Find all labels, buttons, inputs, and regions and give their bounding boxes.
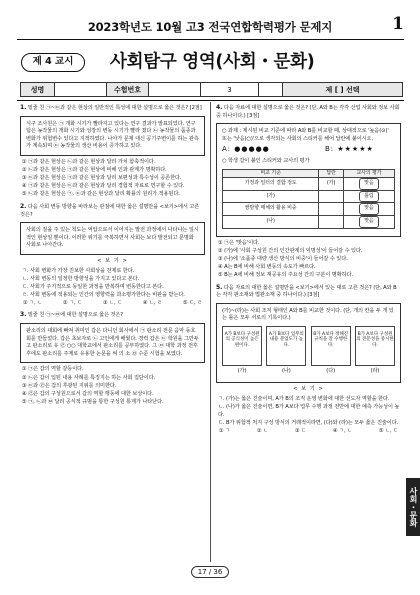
info-rule bbox=[17, 100, 404, 101]
subject-side-tab: 사회・문화 bbox=[406, 478, 420, 536]
choice[interactable]: ① ㉠과 같은 현상은 ㉡과 같은 현상과 달리 가치 함축적이다. bbox=[22, 158, 156, 165]
exam-number-field[interactable] bbox=[148, 82, 200, 97]
question-1-stem: 1. 밑줄 친 ㉠~㉢과 같은 현상의 일반적인 특성에 대한 설명으로 옳은 것은? [2점] bbox=[20, 104, 202, 111]
card-group bbox=[355, 326, 395, 376]
statement-card: B가 A보다 정해진 규칙을 잘 수행한다. bbox=[311, 326, 351, 366]
exam-number-digit: 3 bbox=[200, 82, 258, 97]
choice[interactable]: ③ (나)에 '소품종 대량 생산 방식의 비중'이 들어갈 수 있다. bbox=[218, 255, 348, 262]
card-group bbox=[222, 326, 262, 376]
choice[interactable]: ① ㄱ bbox=[219, 427, 231, 434]
question-2-choices bbox=[20, 300, 205, 308]
question-3-passage: 판소리의 대회에 빠져 취미인 갑은 다니던 회사에서 ㉠ 판소리 전문 음악 동호회를 만들었다. 갑은 초보자로 ㉡ 고인에게 배웠다. 경력 갑은 ㉢ 학원을 그만두고 판소리로 유 ㉣ ○○ 대학교에서 판소리를 공부하였다. 그 ㉤ 대학 과정 전후 후에도 판소리를 주제로 유용한 논문을 써 의 소 ㉥ 수준 시험을 보였다. bbox=[20, 323, 205, 363]
card-label: (가) bbox=[237, 367, 247, 374]
choice[interactable]: ④ ㉣은 갑의 구성원으로서 갑의 역할 행동에 대한 보상이다. bbox=[22, 390, 154, 397]
choice[interactable]: ⑤ ㄷ, ㄹ bbox=[182, 299, 202, 306]
sticker-legend bbox=[222, 146, 395, 155]
statement-card: A가 B보다 업무의 내용 분업도가 높다. bbox=[266, 326, 306, 366]
table-row: (가) 틀림 bbox=[223, 190, 395, 203]
question-3-choices bbox=[22, 366, 205, 406]
choice[interactable]: ⑤ ㄴ, ㄷ bbox=[378, 427, 398, 434]
card-label: (다) bbox=[326, 367, 336, 374]
header-rule bbox=[17, 39, 404, 40]
statement-cards bbox=[222, 326, 395, 376]
question-5-stem: 5. 다음 자료의 대한 옳은 설명만을 <보기>에서 있는 대로 고른 것은? (단, A와 B는 각각 판소재와 법관소재 중 하나이다.) [3점] bbox=[216, 283, 397, 299]
question-2-passage: 사회의 질을 주 있는 척도는 억압으로서 이어지는 발전 과정에서 나타나는 일시적인 현상일 뿐이다. 이러한 위기를 극복하면서 사회는 보다 발전되고 문명화 사회로 나아간다. bbox=[20, 222, 205, 255]
question-4-box bbox=[216, 123, 401, 236]
card-label: (라) bbox=[370, 367, 380, 374]
page-footer bbox=[0, 568, 420, 576]
exam-number-extra[interactable] bbox=[258, 82, 282, 97]
question-4-task: ○ 과제 : 제시된 비교 기준에 따라 A와 B를 비교할 때, 상대적으로 '높음(⊙)' 또는 '낮음(○)'으로 생각되는 사회의 스티커를 해어 답란에 붙이시오. bbox=[222, 128, 389, 142]
statement-card: A가 B보다 구성원의 공식성이 높은 편이다. bbox=[222, 326, 262, 366]
period-badge: 제 4 교시 bbox=[21, 53, 85, 72]
question-2-bogi bbox=[22, 268, 205, 300]
choice[interactable]: ① ㄱ, ㄴ bbox=[23, 299, 43, 306]
sticker-b: B: ★★★★★ bbox=[325, 145, 374, 154]
card-group bbox=[311, 326, 351, 376]
question-3 bbox=[20, 311, 205, 406]
choice[interactable]: ③ ㄷ bbox=[294, 427, 306, 434]
exam-number-label: 수험번호 bbox=[106, 82, 148, 97]
choice[interactable]: ② ㉡은 갑이 입된 내용 사례를 특징지는 하는 사회 집단이다. bbox=[22, 374, 156, 381]
choice[interactable]: ④ A는 B에 비해 사회 변동의 속도가 빠르다. bbox=[218, 263, 316, 270]
choice[interactable]: ② ㉡과 같은 현상은 ㉠과 같은 현상에 비해 인과 관계가 명확하다. bbox=[22, 167, 167, 174]
sticker-a: A: ●●●●● bbox=[222, 145, 270, 154]
left-column bbox=[20, 104, 205, 410]
question-5-intro: (가)~(라)는 사회 조직 형태인 A와 B를 비교한 것이다. (단, 개의 칸을 두 개 있는 틀은 모두 서로의 기록이다.) bbox=[222, 307, 394, 322]
right-column bbox=[216, 104, 401, 440]
table-row: (나) 맞음 bbox=[223, 215, 395, 228]
evaluation-title: ○ 학생 갑이 붙인 스티커와 교사의 평가 bbox=[222, 157, 310, 164]
choice-selection-label: 제 [ ] 선택 bbox=[282, 82, 403, 97]
bogi-item: ㄱ. 사회 변화가 가장 진보한 사회상을 전제로 한다. bbox=[22, 267, 135, 274]
table-header: 답란 bbox=[319, 169, 344, 178]
choice[interactable]: ① ㉠은 갑의 역할 갈등이다. bbox=[22, 366, 84, 373]
footer-page-count: 17 / 36 bbox=[191, 566, 230, 578]
choice[interactable]: ② ㄱ, ㄷ bbox=[62, 299, 83, 306]
question-1 bbox=[20, 104, 205, 199]
question-4-stem: 4. 다음 자료에 대한 설명으로 옳은 것은? (단, A와 B는 각각 산업 사회와 정보 사회 중 하나이다.) [3점] bbox=[216, 104, 400, 119]
question-5-bogi bbox=[218, 396, 401, 427]
question-3-stem: 3. 밑줄 친 ㉠~㉤에 대한 설명으로 옳은 것은? bbox=[20, 311, 123, 319]
card-label: (나) bbox=[281, 367, 291, 374]
table-row: 쌍방향 매체의 활용 비중 맞음 bbox=[223, 203, 395, 216]
column-divider bbox=[210, 102, 211, 562]
choice[interactable]: ① ㉠은 '맞음'이다. bbox=[218, 239, 260, 246]
choice[interactable]: ④ ㄱ, ㄴ bbox=[332, 427, 352, 434]
name-label: 성명 bbox=[20, 82, 54, 97]
question-4 bbox=[216, 104, 401, 280]
table-header: 교사의 평가 bbox=[343, 169, 394, 178]
subject-title: 사회탐구 영역(사회・문화) bbox=[110, 52, 315, 72]
choice[interactable]: ② (가)에 '사회 구성원 간의 인간관계의 익명성'이 들어갈 수 있다. bbox=[218, 247, 363, 254]
card-group bbox=[266, 326, 306, 376]
table-header: 비교 기준 bbox=[223, 169, 319, 178]
bogi-item: ㄹ. 사회 변동에 적용되는 인간의 영향력을 과소평가한다는 비판을 받는다. bbox=[22, 291, 185, 298]
page-number: 1 bbox=[392, 14, 404, 34]
question-5 bbox=[216, 284, 401, 436]
exam-title: 2023학년도 10월 고3 전국연합학력평가 문제지 bbox=[87, 20, 333, 34]
bogi-item: ㄴ. (나)가 옳은 진술이면, B가 A보다 업무 수행 과정 전반에 대한 예측 가능성이 높다. bbox=[218, 404, 400, 418]
name-field[interactable] bbox=[54, 82, 106, 97]
question-5-box bbox=[216, 303, 401, 384]
bogi-title: < 보 기 > bbox=[97, 257, 128, 264]
choice[interactable]: ⑤ ㉡과 같은 현상은 ㉠, ㉢과 같은 현상과 달리 확률의 원리가 적용된다. bbox=[22, 191, 180, 198]
bogi-title: < 보 기 > bbox=[293, 386, 324, 393]
question-5-choices bbox=[216, 428, 401, 436]
choice[interactable]: ④ ㉠과 같은 현상은 ㉢과 같은 현상과 달리 경험적 자료로 연구할 수 있다. bbox=[22, 183, 185, 190]
bogi-item: ㄴ. 사회 변동의 일정한 방향성을 가지고 있다고 본다. bbox=[22, 275, 140, 282]
question-2-stem: 2. 다음 사회 변동 방향을 바라보는 관점에 대한 옳은 설명만을 <보기>에서 고른 것은? bbox=[20, 202, 200, 218]
evaluation-table bbox=[222, 169, 395, 229]
choice[interactable]: ② ㄴ bbox=[256, 427, 268, 434]
student-info-row bbox=[20, 82, 403, 97]
table-row: 가정과 일터의 결합 정도 (가) 맞음 bbox=[223, 178, 395, 191]
choice[interactable]: ⑤ B는 A에 비해 정보 재공유의 주요성 간의 구분이 명확하다. bbox=[218, 271, 353, 278]
choice[interactable]: ③ ㄴ, ㄷ bbox=[102, 299, 122, 306]
question-1-passage: 식구 조사원은 ㉠ 개화 시기가 빨라지고 있다는 연구 결과가 발표되었다. 연구 팀은 농작물의 개화 시기와 성장의 변동 시기가 빨라 졌다 ㉡ 농작물의 품종과 변화가 위험변수 있다고 지적하였다. 나아가 문제 대신 공기주변이를 하는 관측가 계속되며 ㉢ 농작물의 생산 비용이 증가하고 있다. bbox=[20, 116, 205, 156]
choice[interactable]: ⑤ ㉠, ㉡과 ㉤ 달리 공식적 규범을 통한 구성원 통제가 나타난다. bbox=[22, 398, 164, 405]
choice[interactable]: ③ ㉢과 같은 현상은 ㉠과 같은 현상과 달리 보편성과 특수성이 공존한다. bbox=[22, 175, 182, 182]
question-2 bbox=[20, 203, 205, 308]
bogi-item: ㄱ. (가)는 옳은 진술이며, A가 B의 조직 운영 변화에 대한 선도자 역할을 한다. bbox=[218, 396, 390, 403]
bogi-item: ㄷ. 사회가 주기적으로 동일한 과정을 반복하며 변동한다고 본다. bbox=[22, 283, 164, 290]
question-4-choices bbox=[218, 240, 401, 280]
bogi-item: ㄷ. B가 위험적 처지 구성 방식의 거래적이라면, (다)와 (라)는 모두 옳은 진술이다. bbox=[218, 419, 399, 426]
choice[interactable]: ③ ㉢과 ㉣은 갑의 후광된 지위를 의미한다. bbox=[22, 382, 117, 389]
choice[interactable]: ④ ㄴ, ㄹ bbox=[142, 299, 162, 306]
question-1-choices bbox=[22, 159, 205, 199]
statement-card: B가 A보다 구성원의 전문성을 중시한다. bbox=[355, 326, 395, 366]
